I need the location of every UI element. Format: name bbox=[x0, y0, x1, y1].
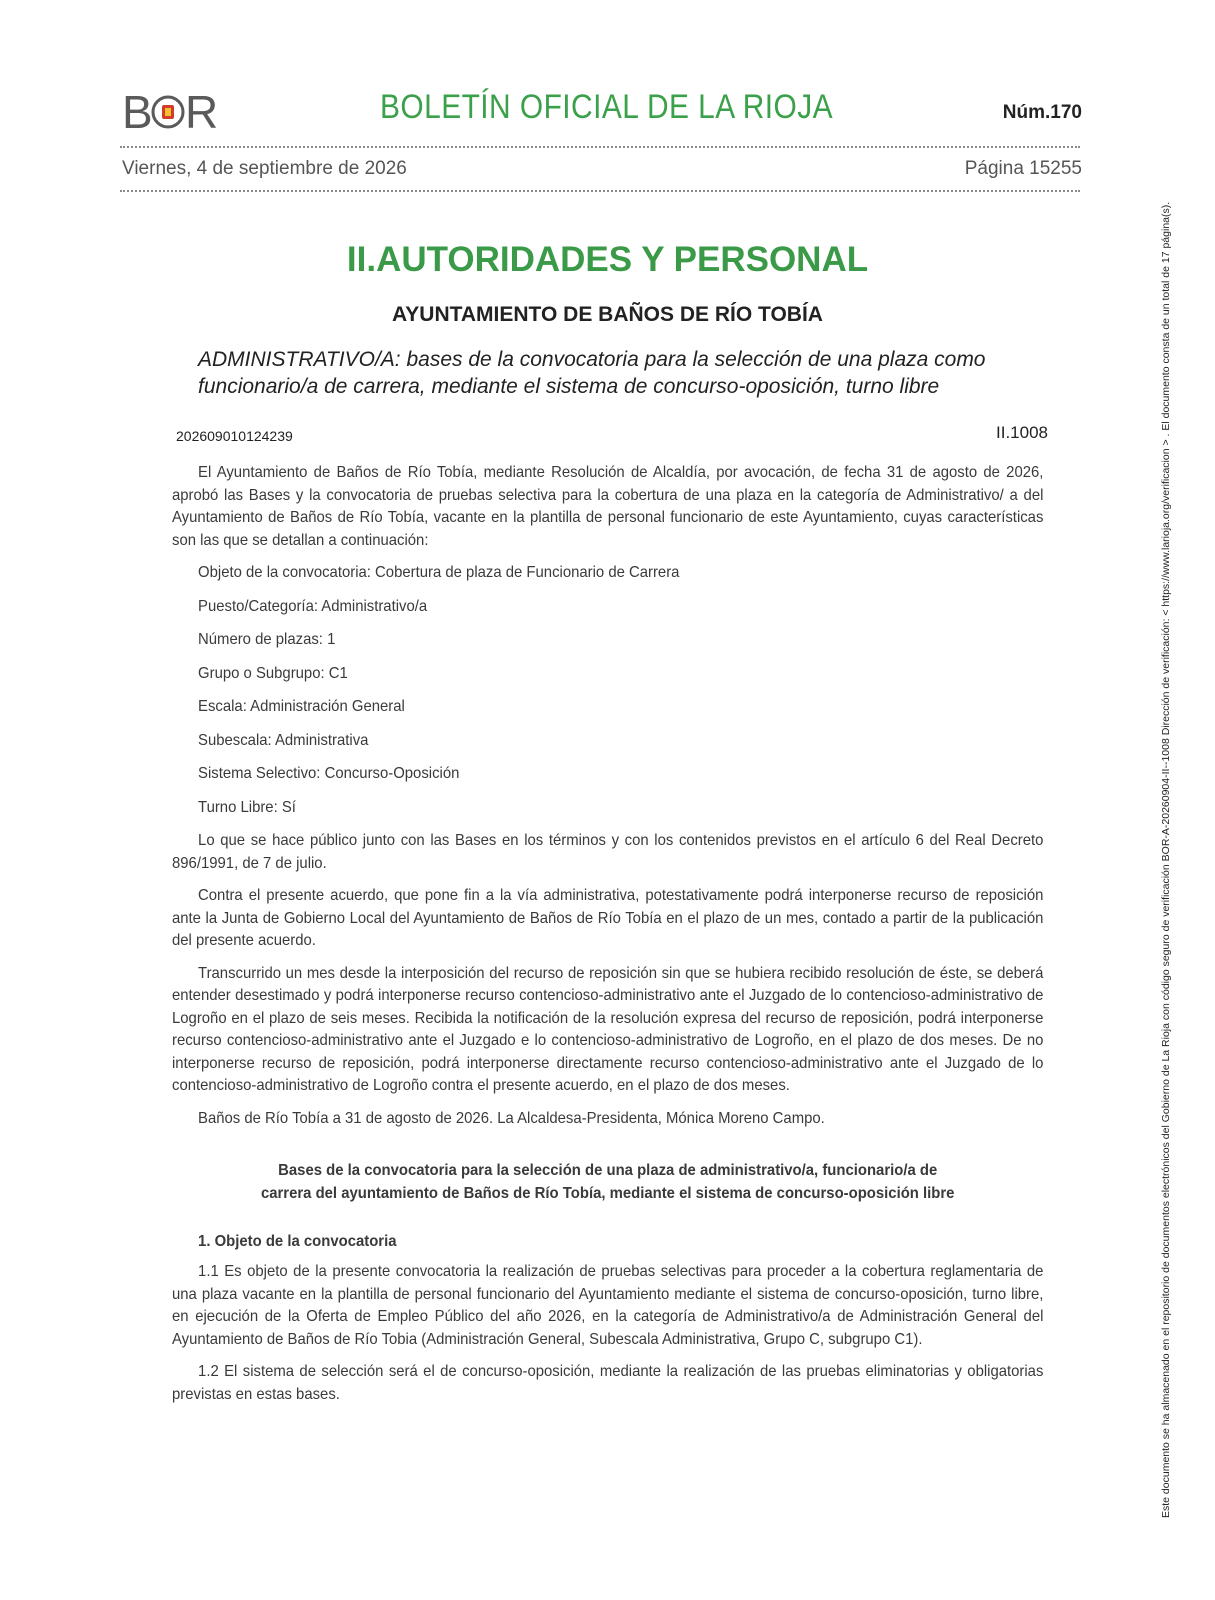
list-item: Subescala: Administrativa bbox=[198, 731, 369, 749]
list-item: Número de plazas: 1 bbox=[198, 631, 336, 648]
bases-paragraph: 1.2 El sistema de selección será el de concurso-oposición, mediante la realización de las pruebas eliminatorias y obligatorias previstas en estas bases. bbox=[172, 1363, 1044, 1403]
signature-paragraph: Baños de Río Tobía a 31 de agosto de 2026. La Alcaldesa-Presidenta, Mónica Moreno Campo. bbox=[198, 1109, 825, 1127]
list-item: Objeto de la convocatoria: Cobertura de plaza de Funcionario de Carrera bbox=[198, 564, 680, 581]
bulletin-title: BOLETÍN OFICIAL DE LA RIOJA bbox=[380, 88, 834, 126]
intro-paragraph: El Ayuntamiento de Baños de Río Tobía, mediante Resolución de Alcaldía, por avocación, de fecha 31 de agosto de 2026, aprobó las Bases y la convocatoria de pruebas selectiva para la cobertura de una plaza en la categoría de Administrativo/ a del Ayuntamiento de Baños de Río Tobía, vacante en la plantilla de personal funcionario de este Ayuntamiento, cuyas características son las que se detallan a continuación: bbox=[172, 464, 1044, 549]
svg-text:R: R bbox=[185, 86, 219, 138]
bases-paragraph: 1.1 Es objeto de la presente convocatoria la realización de pruebas selectivas para proceder a la cobertura reglamentaria de una plaza vacante en la plantilla de personal funcionario del Ayuntamiento mediante el sistema de concurso-oposición, turno libre, en ejecución de la Oferta de Empleo Público del año 2026, en la categoría de Administrativo/a de Administración General del Ayuntamiento de Baños de Río Tobia (Administración General, Subescala Administrativa, Grupo C, subgrupo C1). bbox=[172, 1263, 1044, 1348]
public-paragraph: Lo que se hace público junto con las Bases en los términos y con los contenidos previstos en el artículo 6 del Real Decreto 896/1991, de 7 de julio. bbox=[172, 832, 1044, 872]
issue-number: Núm.170 bbox=[1002, 102, 1082, 123]
list-item: Sistema Selectivo: Concurso-Oposición bbox=[198, 765, 460, 782]
document-body bbox=[172, 462, 1044, 1416]
bases-title bbox=[172, 1160, 1043, 1205]
list-item: Puesto/Categoría: Administrativo/a bbox=[198, 597, 428, 615]
list-item: Escala: Administración General bbox=[198, 698, 405, 715]
list-item: Turno Libre: Sí bbox=[198, 798, 296, 816]
issue-date: Viernes, 4 de septiembre de 2026 bbox=[122, 158, 407, 179]
list-item: Grupo o Subgrupo: C1 bbox=[198, 664, 348, 682]
announcement-subject: ADMINISTRATIVO/A: bases de la convocatoria para la selección de una plaza como funcionario/a de carrera, mediante el sistema de concurso-oposición, turno libre bbox=[198, 348, 986, 398]
header-divider-top bbox=[120, 146, 1080, 148]
contentious-paragraph: Transcurrido un mes desde la interposición del recurso de reposición sin que se hubiera recibido resolución de éste, se deberá entender desestimado y podrá interponerse recurso contencioso-administrativo ante el Juzgado de lo contencioso-administrativo de Logroño en el plazo de seis meses. Recibida la notificación de la resolución expresa del recurso de reposición, podrá interponerse recurso contencioso-administrativo ante el Juzgado e lo contencioso-administrativo de Logroño, en el plazo de dos meses. De no interponerse recurso de reposición, podrá interponerse directamente recurso contencioso-administrativo ante el Juzgado de lo contencioso-administrativo de Logroño contra el presente acuerdo, en el plazo de dos meses. bbox=[172, 964, 1044, 1094]
bases-title-line: carrera del ayuntamiento de Baños de Río Tobía, mediante el sistema de concurso-oposición libre bbox=[260, 1184, 955, 1202]
header-divider-bottom bbox=[120, 190, 1080, 192]
page-number: Página 15255 bbox=[964, 158, 1082, 179]
verification-side-note: Este documento se ha almacenado en el repositorio de documentos electrónicos del Gobierno de La Rioja con código seguro de verificación BOR-A-20260904-II--1008 Dirección de verificación: < https://www.larioja.org/verificacion > . El documento consta de un total de 17 página(s). bbox=[1160, 201, 1172, 1518]
announcement-code: 202609010124239 bbox=[176, 428, 293, 444]
section-title: II.AUTORIDADES Y PERSONAL bbox=[346, 240, 869, 279]
bases-title-line: Bases de la convocatoria para la selección de una plaza de administrativo/a, funcionario/a de bbox=[278, 1162, 938, 1179]
bor-logo-icon bbox=[122, 86, 219, 138]
appeal-paragraph: Contra el presente acuerdo, que pone fin a la vía administrativa, potestativamente podrá interponerse recurso de reposición ante la Junta de Gobierno Local del Ayuntamiento de Baños de Río Tobía en el plazo de un mes, contado a partir de la publicación del presente acuerdo. bbox=[172, 887, 1044, 949]
section-heading: 1. Objeto de la convocatoria bbox=[198, 1233, 397, 1250]
bor-logo bbox=[122, 86, 219, 138]
announcement-reference: II.1008 bbox=[996, 423, 1048, 442]
svg-text:B: B bbox=[122, 86, 153, 138]
entity-title: AYUNTAMIENTO DE BAÑOS DE RÍO TOBÍA bbox=[392, 303, 823, 326]
